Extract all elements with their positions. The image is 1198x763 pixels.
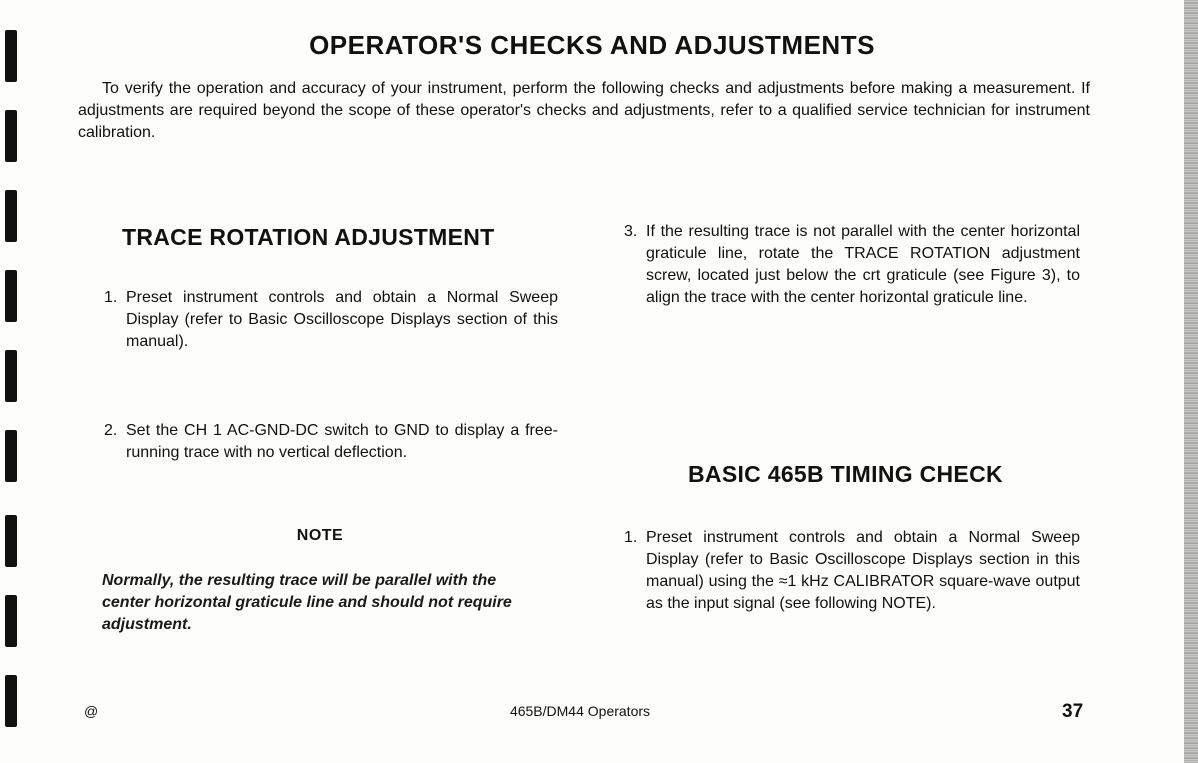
step-text: Set the CH 1 AC-GND-DC switch to GND to display a free-running trace with no vertical deflection. [126,422,558,461]
list-item [624,527,1080,615]
section-heading-timing-check: BASIC 465B TIMING CHECK [688,461,1003,487]
binding-hole [5,595,17,647]
note-title: NOTE [296,527,344,544]
intro-paragraph: To verify the operation and accuracy of your instrument, perform the following checks and adjustments before making a measurement. If adjustments are required beyond the scope of these operator's checks and adjustments, refer to a qualified service technician for instrument calibration. [78,80,1090,141]
binding-hole [5,350,17,402]
binding-hole [5,110,17,162]
step-number: 2. [104,422,118,439]
page-title: OPERATOR'S CHECKS AND ADJUSTMENTS [309,30,875,60]
list-item [104,420,558,464]
list-item [624,221,1080,309]
binding-hole [5,190,17,242]
step-number: 1. [624,529,638,546]
binding-hole [5,675,17,727]
step-text: Preset instrument controls and obtain a Normal Sweep Display (refer to Basic Oscilloscope Displays section in this manual) using the ≈1 kHz CALIBRATOR square-wave output as the input signal (see following NOTE). [646,529,1080,612]
note-text: Normally, the resulting trace will be parallel with the center horizontal graticule line and should not require adjustment. [102,572,512,633]
binding-hole [5,270,17,322]
footer-title: 465B/DM44 Operators [509,703,651,719]
binding-hole [5,515,17,567]
footer-symbol: @ [84,703,99,719]
step-number: 1. [104,289,118,306]
page-number: 37 [1062,701,1084,722]
step-text: Preset instrument controls and obtain a Normal Sweep Display (refer to Basic Oscilloscope Displays section of this manual). [126,289,558,350]
section-heading-trace-rotation: TRACE ROTATION ADJUSTMENT [122,224,495,250]
step-number: 3. [624,223,638,240]
step-text: If the resulting trace is not parallel with the center horizontal graticule line, rotate the TRACE ROTATION adjustment screw, located just below the crt graticule (see Figure 3), to align the trace with the center horizontal graticule line. [646,223,1080,306]
list-item [104,287,558,353]
binding-hole [5,430,17,482]
page-edge [1184,0,1198,763]
